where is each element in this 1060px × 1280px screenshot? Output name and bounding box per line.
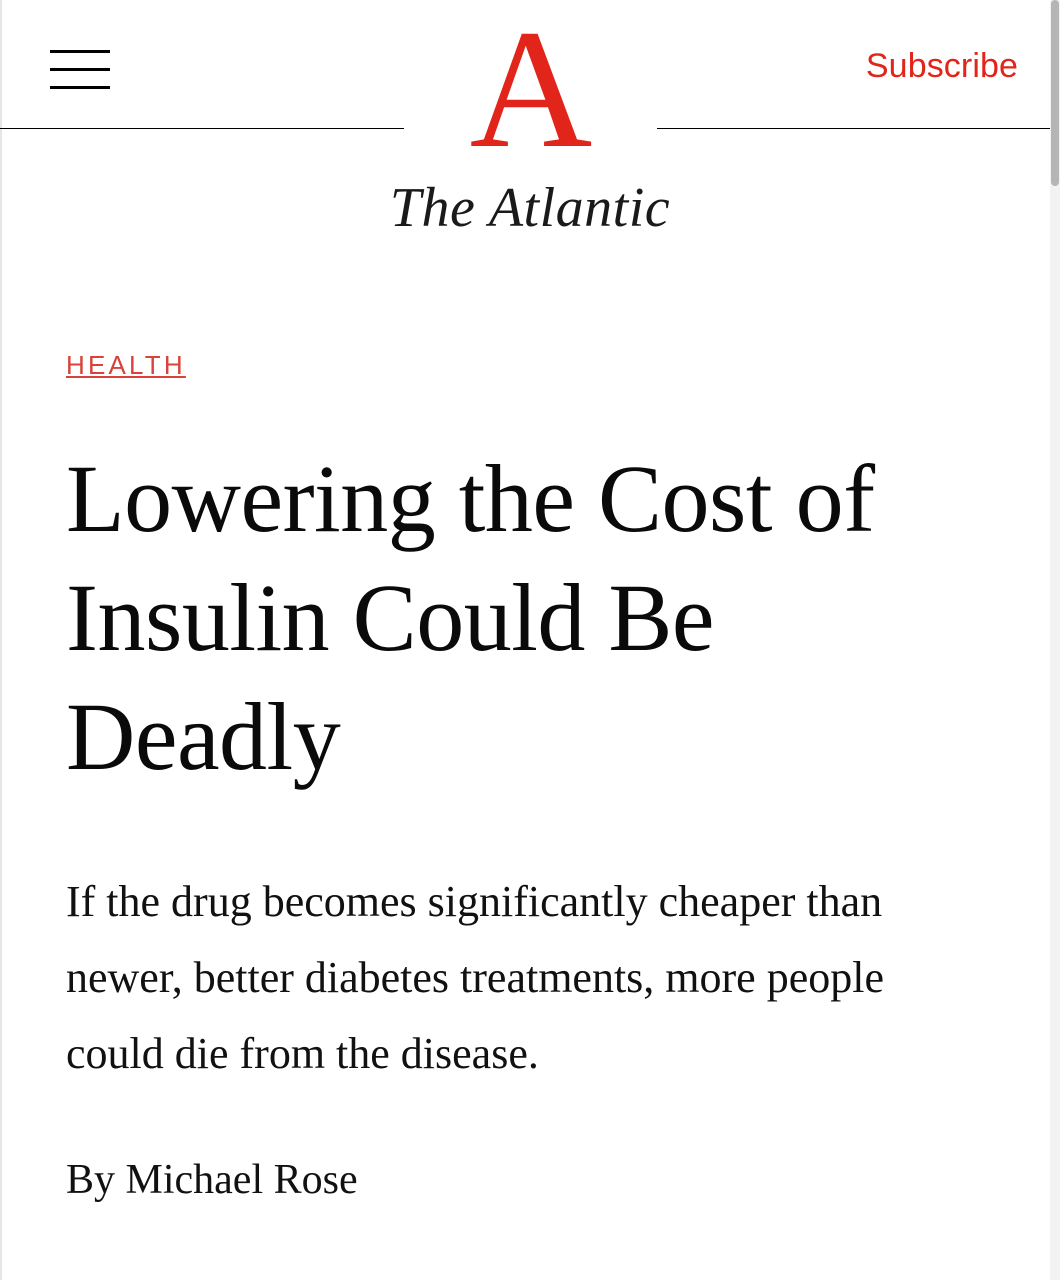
article-dek: If the drug becomes significantly cheaper than newer, better diabetes treatments, more people could die from the disease. xyxy=(66,877,884,1078)
site-masthead xyxy=(0,0,1060,258)
subscribe-button[interactable]: Subscribe xyxy=(865,47,1018,85)
article-byline: By Michael Rose xyxy=(66,1157,358,1203)
scrollbar-thumb[interactable] xyxy=(1051,0,1059,186)
section-kicker-health[interactable]: HEALTH xyxy=(66,350,186,380)
site-logo[interactable] xyxy=(0,0,1060,240)
article-header xyxy=(0,258,1060,1206)
logo-letter-a: A xyxy=(469,0,591,183)
page-title: Lowering the Cost of Insulin Could Be Deadly xyxy=(66,445,875,790)
scrollbar-track[interactable] xyxy=(1050,0,1060,1280)
logo-wordmark: The Atlantic xyxy=(389,177,671,239)
